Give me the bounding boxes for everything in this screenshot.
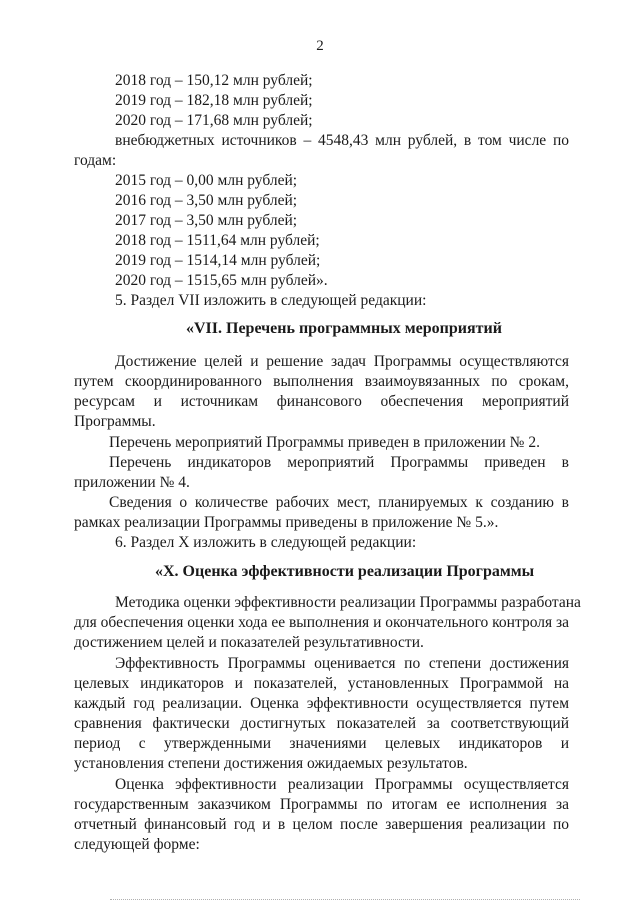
- extrabudget-year-2019: 2019 год – 1514,14 млн рублей;: [115, 252, 321, 269]
- section-7-p4-line-1: Сведения о количестве рабочих мест, планируемых к созданию в: [109, 494, 569, 511]
- page-number: 2: [316, 38, 324, 54]
- extrabudget-year-2017: 2017 год – 3,50 млн рублей;: [115, 212, 298, 229]
- item-6: 6. Раздел X изложить в следующей редакции:: [115, 534, 417, 551]
- section-7-p1-line-2: путем скоординированного выполнения взаимоувязанных по срокам,: [74, 373, 569, 390]
- section-10-p3-line-2: государственным заказчиком Программы по итогам ее исполнения за: [74, 796, 569, 813]
- budget-year-2018: 2018 год – 150,12 млн рублей;: [115, 72, 313, 89]
- bottom-rule: [110, 899, 580, 900]
- section-10-p1-line-2: для обеспечения оценки хода ее выполнения и окончательного контроля за: [74, 614, 569, 631]
- section-10-p2-line-6: установления степени достижения ожидаемых результатов.: [74, 755, 468, 772]
- extrabudget-year-2020: 2020 год – 1515,65 млн рублей».: [115, 272, 328, 289]
- extrabudget-year-2015: 2015 год – 0,00 млн рублей;: [115, 172, 298, 189]
- budget-year-2020: 2020 год – 171,68 млн рублей;: [115, 112, 313, 129]
- section-7-p3-line-2: приложении № 4.: [74, 474, 190, 491]
- section-10-p1-line-3: достижением целей и показателей результативности.: [74, 634, 424, 651]
- section-10-p2-line-2: целевых индикаторов и показателей, установленных Программой на: [74, 675, 569, 692]
- section-10-p3-line-4: следующей форме:: [74, 836, 200, 853]
- extrabudget-year-2018: 2018 год – 1511,64 млн рублей;: [115, 232, 320, 249]
- section-7-p4-line-2: рамках реализации Программы приведены в приложение № 5.».: [74, 514, 499, 531]
- section-7-p1-line-3: ресурсам и источникам финансового обеспечения мероприятий: [74, 393, 569, 410]
- section-10-p2-line-1: Эффективность Программы оценивается по степени достижения: [115, 655, 569, 672]
- section-10-heading: «X. Оценка эффективности реализации Программы: [155, 563, 535, 580]
- section-7-heading: «VII. Перечень программных мероприятий: [186, 320, 502, 337]
- budget-year-2019: 2019 год – 182,18 млн рублей;: [115, 92, 313, 109]
- section-10-p2-line-5: период с утвержденными значениями целевых индикаторов и: [74, 735, 569, 752]
- section-7-p3-line-1: Перечень индикаторов мероприятий Программы приведен в: [109, 454, 569, 471]
- section-10-p3-line-1: Оценка эффективности реализации Программы осуществляется: [115, 776, 569, 793]
- section-10-p1-line-1: Методика оценки эффективности реализации Программы разработана: [115, 594, 581, 611]
- section-10-p2-line-3: каждый год реализации. Оценка эффективности осуществляется путем: [74, 695, 569, 712]
- section-10-p3-line-3: отчетный финансовый год и в целом после завершения реализации по: [74, 816, 569, 833]
- section-10-p2-line-4: сравнения фактически достигнутых показателей за соответствующий: [74, 715, 569, 732]
- section-7-p2: Перечень мероприятий Программы приведен в приложении № 2.: [109, 434, 540, 451]
- extrabudget-line: внебюджетных источников – 4548,43 млн рублей, в том числе по: [115, 132, 569, 149]
- item-5: 5. Раздел VII изложить в следующей редакции:: [115, 292, 427, 309]
- extrabudget-line-cont: годам:: [74, 152, 117, 169]
- section-7-p1-line-1: Достижение целей и решение задач Программы осуществляются: [115, 353, 569, 370]
- extrabudget-year-2016: 2016 год – 3,50 млн рублей;: [115, 192, 298, 209]
- section-7-p1-line-4: Программы.: [74, 413, 156, 430]
